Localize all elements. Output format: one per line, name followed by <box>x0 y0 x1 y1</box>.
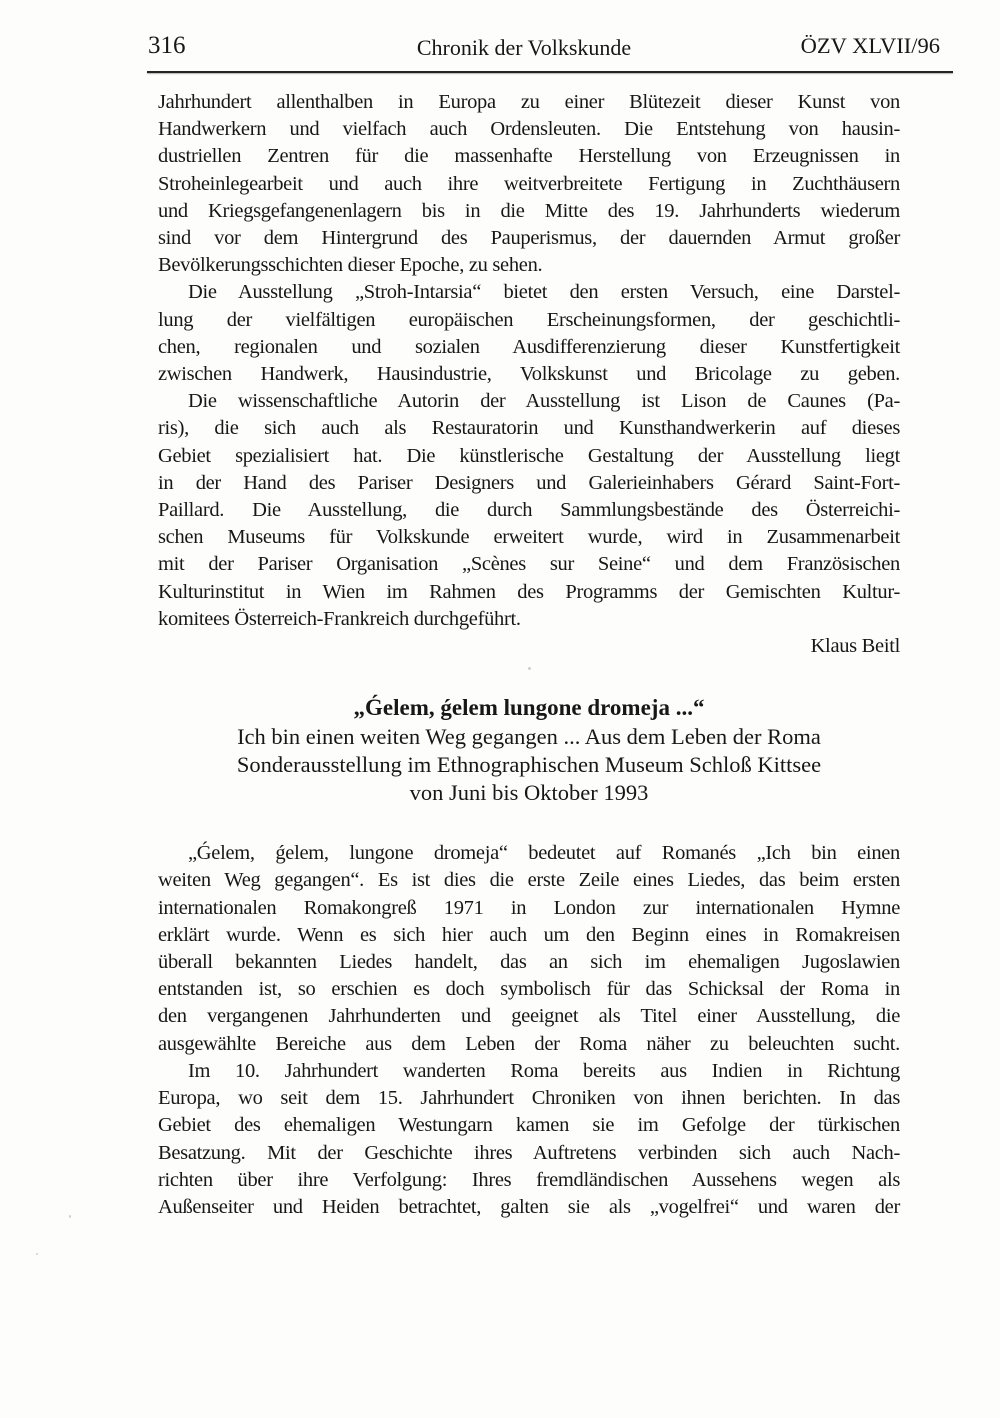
text-line: Paillard. Die Ausstellung, die durch Sammlungsbestände des Österreichi- <box>158 499 900 522</box>
journal-issue-label: ÖZV XLVII/96 <box>800 33 940 58</box>
text-line: und Kriegsgefangenenlagern bis in die Mitte des 19. Jahrhunderts wiederum <box>158 199 900 222</box>
text-line: Die Ausstellung „Stroh-Intarsia“ bietet den ersten Versuch, eine Darstel- <box>188 281 900 304</box>
text-line: schen Museums für Volkskunde erweitert wurde, wird in Zusammenarbeit <box>158 526 900 549</box>
article-subtitle <box>158 723 900 807</box>
text-line: Gebiet des ehemaligen Westungarn kamen sie im Gefolge der türkischen <box>158 1114 900 1137</box>
article-gelem-text <box>158 840 900 1221</box>
text-line: Die wissenschaftliche Autorin der Ausstellung ist Lison de Caunes (Pa- <box>188 390 900 413</box>
text-line: Handwerkern und vielfach auch Ordensleuten. Die Entstehung von hausin- <box>158 118 900 141</box>
text-line: Bevölkerungsschichten dieser Epoche, zu sehen. <box>158 254 543 277</box>
text-line: in der Hand des Pariser Designers und Galerieinhabers Gérard Saint-Fort- <box>158 471 900 494</box>
text-line: Besatzung. Mit der Geschichte ihres Auftretens verbinden sich auch Nach- <box>158 1141 900 1164</box>
article-title: „Ǵelem, ǵelem lungone dromeja ...“ <box>353 695 705 721</box>
text-line: dustriellen Zentren für die massenhafte Herstellung von Erzeugnissen in <box>158 145 900 168</box>
text-line: sind vor dem Hintergrund des Pauperismus, der dauernden Armut großer <box>158 227 900 250</box>
scan-artifact <box>36 1253 38 1255</box>
paragraph <box>158 388 900 633</box>
text-line: mit der Pariser Organisation „Scènes sur Seine“ und dem Französischen <box>158 553 900 576</box>
paragraph <box>158 279 900 388</box>
subtitle-line: von Juni bis Oktober 1993 <box>409 780 649 806</box>
text-line: internationalen Romakongreß 1971 in London zur internationalen Hymne <box>158 896 900 919</box>
page-number: 316 <box>148 32 186 59</box>
text-line: entstanden ist, so erschien es doch symbolisch für das Schicksal der Roma in <box>158 978 900 1001</box>
text-line: richten über ihre Verfolgung: Ihres fremdländischen Aussehens wegen als <box>158 1168 900 1191</box>
text-line: den vergangenen Jahrhunderten und geeignet als Titel einer Ausstellung, die <box>158 1005 900 1028</box>
text-line: chen, regionalen und sozialen Ausdifferenzierung dieser Kunstfertigkeit <box>158 335 900 358</box>
running-header-title: Chronik der Volkskunde <box>416 35 632 60</box>
text-line: Im 10. Jahrhundert wanderten Roma bereits aus Indien in Richtung <box>188 1059 900 1082</box>
subtitle-line: Ich bin einen weiten Weg gegangen ... Aus dem Leben der Roma <box>237 724 821 750</box>
scan-artifact <box>528 667 531 670</box>
article-heading-block <box>158 693 900 807</box>
author-signature: Klaus Beitl <box>810 635 900 658</box>
text-line: Stroheinlegearbeit und auch ihre weitverbreitete Fertigung in Zuchthäusern <box>158 172 900 195</box>
text-line: Außenseiter und Heiden betrachtet, galten sie als „vogelfrei“ und waren der <box>158 1195 900 1218</box>
text-line: „Ǵelem, ǵelem, lungone dromeja“ bedeutet auf Romanés „Ich bin einen <box>188 842 900 865</box>
text-line: Europa, wo seit dem 15. Jahrhundert Chroniken von ihnen berichten. In das <box>158 1087 900 1110</box>
text-line: Kulturinstitut in Wien im Rahmen des Programms der Gemischten Kultur- <box>158 580 900 603</box>
text-line: Jahrhundert allenthalben in Europa zu einer Blütezeit dieser Kunst von <box>158 91 900 113</box>
text-line: ausgewählte Bereiche aus dem Leben der Roma näher zu beleuchten sucht. <box>158 1032 900 1055</box>
text-line: komitees Österreich-Frankreich durchgeführt. <box>158 607 521 630</box>
scan-artifact <box>69 1215 71 1218</box>
text-line: erklärt wurde. Wenn es sich hier auch um den Beginn eines in Romakreisen <box>158 923 900 946</box>
article-stroh-intarsia-text <box>158 89 900 633</box>
text-line: lung der vielfältigen europäischen Erscheinungsformen, der geschichtli- <box>158 308 900 331</box>
subtitle-line: Sonderausstellung im Ethnographischen Museum Schloß Kittsee <box>236 752 822 778</box>
paragraph <box>158 840 900 1058</box>
paragraph <box>158 89 900 279</box>
text-line: weiten Weg gegangen“. Es ist dies die erste Zeile eines Liedes, das beim ersten <box>158 869 900 892</box>
text-line: zwischen Handwerk, Hausindustrie, Volkskunst und Bricolage zu geben. <box>158 363 900 386</box>
paragraph <box>158 1058 900 1221</box>
text-line: überall bekannten Liedes handelt, das an sich im ehemaligen Jugoslawien <box>158 951 900 974</box>
text-line: Gebiet spezialisiert hat. Die künstlerische Gestaltung der Ausstellung liegt <box>158 444 900 467</box>
text-column <box>158 89 900 1221</box>
text-line: ris), die sich auch als Restauratorin und Kunsthandwerkerin auf dieses <box>158 417 900 440</box>
header-divider-rule <box>147 71 953 73</box>
